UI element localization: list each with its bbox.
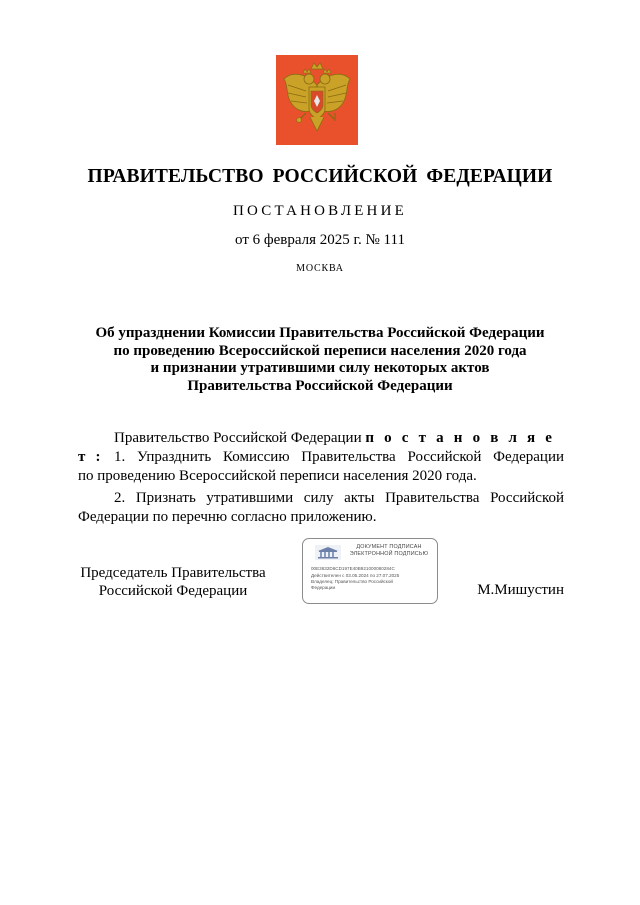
document-title <box>0 325 640 395</box>
title-line: и признании утратившими силу некоторых актов <box>150 360 490 376</box>
coat-of-arms-icon <box>276 55 358 145</box>
stamp-owner-line: Владелец: Правительство Российской <box>311 579 393 584</box>
signatory-name: М.Мишустин <box>477 582 564 598</box>
stamp-owner-line: Федерации <box>311 585 336 590</box>
organization-heading: ПРАВИТЕЛЬСТВО РОССИЙСКОЙ ФЕДЕРАЦИИ <box>87 166 553 187</box>
signatory-position <box>62 564 284 600</box>
title-line: Об упразднении Комиссии Правительства Российской Федерации <box>95 325 545 341</box>
preamble-emphasis: п о с т а н о в л я е т : <box>78 430 556 465</box>
title-line: по проведению Всероссийской переписи населения 2020 года <box>113 342 527 359</box>
position-line: Российской Федерации <box>98 583 248 599</box>
electronic-signature-stamp <box>302 538 438 604</box>
government-building-icon <box>315 545 341 560</box>
item-1-line-1: 1. Упразднить Комиссию Правительства Российской Федерации <box>114 449 564 465</box>
title-line: Правительства Российской Федерации <box>187 377 453 394</box>
document-city: МОСКВА <box>296 263 344 274</box>
position-line: Председатель Правительства <box>80 565 266 581</box>
stamp-certificate: 00E3632D6CD197E40B921000080284C <box>311 566 395 571</box>
stamp-validity: Действителен с 03.05.2024 по 27.07.2025 <box>311 573 400 578</box>
item-1-line-2: по проведению Всероссийской переписи населения 2020 года. <box>78 468 477 484</box>
document-type: ПОСТАНОВЛЕНИЕ <box>233 203 407 219</box>
stamp-heading-line: ДОКУМЕНТ ПОДПИСАН <box>356 544 422 550</box>
item-2-line-2: Федерации по перечню согласно приложению. <box>78 509 377 525</box>
stamp-heading <box>343 544 435 558</box>
preamble-text: Правительство Российской Федерации <box>114 430 362 446</box>
document-date-number: от 6 февраля 2025 г. № 111 <box>235 232 405 248</box>
stamp-heading-line: ЭЛЕКТРОННОЙ ПОДПИСЬЮ <box>349 551 429 557</box>
item-2-line-1: 2. Признать утратившими силу акты Правительства Российской <box>114 490 564 506</box>
